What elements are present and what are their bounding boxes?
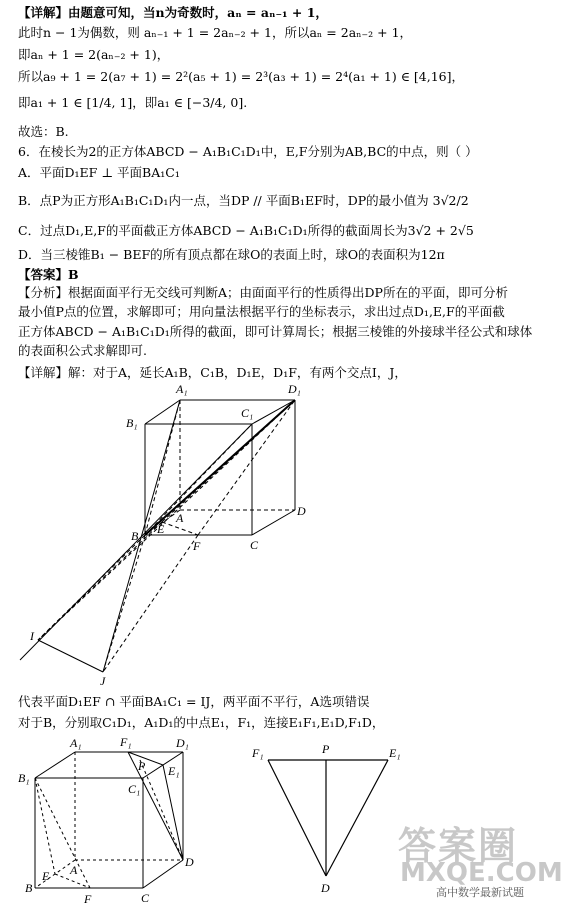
label2-C1: C₁ xyxy=(128,782,141,796)
label-E: E xyxy=(157,522,165,536)
label-I: I xyxy=(30,629,34,643)
label-B: B xyxy=(131,529,139,543)
analysis-2: 最小值P点的位置，求解即可；用向量法根据平行的坐标表示，求出过点D₁,E,F的平面截 xyxy=(18,304,505,319)
label-A1: A₁ xyxy=(176,382,188,396)
label2-B: B xyxy=(25,881,33,895)
text-line-1: 【详解】由题意可知，当n为奇数时，aₙ = aₙ₋₁ + 1， xyxy=(18,5,328,20)
label2-F: F xyxy=(84,892,92,906)
detail-a: 【详解】解：对于A，延长A₁B，C₁B，D₁E，D₁F，有两个交点I，J， xyxy=(18,365,407,380)
analysis-3: 正方体ABCD − A₁B₁C₁D₁所得的截面，即可计算周长；根据三棱锥的外接球半径公式和球体 xyxy=(18,324,533,339)
label-D1: D₁ xyxy=(288,382,301,396)
option-d: D．当三棱锥B₁ − BEF的所有顶点都在球O的表面上时，球O的表面积为12π xyxy=(18,247,445,262)
text-line-6: 故选：B. xyxy=(18,124,69,139)
label2-A: A xyxy=(70,863,78,877)
option-c: C．过点D₁,E,F的平面截正方体ABCD − A₁B₁C₁D₁所得的截面周长为3√2 + 2√5 xyxy=(18,223,474,238)
text-line-4: 所以a₉ + 1 = 2(a₇ + 1) = 2²(a₅ + 1) = 2³(a₃ + 1) = 2⁴(a₁ + 1) ∈ [4,16]， xyxy=(18,69,465,84)
label2-C: C xyxy=(141,891,150,905)
watermark-logo: 答案圈 xyxy=(398,824,519,868)
text-line-3: 即aₙ + 1 = 2(aₙ₋₂ + 1)， xyxy=(18,47,170,62)
text-line-2: 此时n − 1为偶数，则 aₙ₋₁ + 1 = 2aₙ₋₂ + 1，所以aₙ = 2aₙ₋₂ + 1， xyxy=(18,25,413,40)
label-A: A xyxy=(176,511,184,525)
option-a: A．平面D₁EF ⊥ 平面BA₁C₁ xyxy=(18,165,180,180)
label2-F1: F₁ xyxy=(120,735,132,749)
label3-D: D xyxy=(321,881,330,895)
question-stem: 6．在棱长为2的正方体ABCD − A₁B₁C₁D₁中，E,F分别为AB,BC的中点，则（ ） xyxy=(18,144,478,159)
label-F: F xyxy=(193,539,201,553)
label-B1: B₁ xyxy=(126,416,138,430)
analysis-1: 【分析】根据面面平行无交线可判断A；由面面平行的性质得出DP所在的平面，即可分析 xyxy=(18,285,508,300)
label2-E1: E₁ xyxy=(168,764,180,778)
label3-F1: F₁ xyxy=(252,746,264,760)
label2-B1: B₁ xyxy=(18,771,30,785)
label-C: C xyxy=(250,538,259,552)
label-D: D xyxy=(297,504,306,518)
option-b: B．点P为正方形A₁B₁C₁D₁内一点，当DP // 平面B₁EF时，DP的最小值为 3√2/2 xyxy=(18,193,469,208)
label2-P: P xyxy=(138,759,146,773)
watermark-domain: MXQE.COM xyxy=(400,858,563,888)
answer: 【答案】B xyxy=(18,267,79,282)
label2-A1: A₁ xyxy=(70,736,82,750)
watermark-caption: 高中数学最新试题 xyxy=(436,886,524,899)
label3-E1: E₁ xyxy=(389,746,401,760)
detail-b: 对于B，分别取C₁D₁，A₁D₁的中点E₁，F₁，连接E₁F₁,E₁D,F₁D， xyxy=(18,715,385,730)
label2-D1: D₁ xyxy=(176,736,189,750)
label-C1: C₁ xyxy=(241,406,254,420)
label-J: J xyxy=(100,674,106,688)
label2-E: E xyxy=(42,869,50,883)
detail-a-conclusion: 代表平面D₁EF ∩ 平面BA₁C₁ = IJ，两平面不平行，A选项错误 xyxy=(18,694,370,709)
text-line-5: 即a₁ + 1 ∈ [1/4, 1]，即a₁ ∈ [−3/4, 0]. xyxy=(18,95,248,110)
analysis-4: 的表面积公式求解即可. xyxy=(18,343,147,358)
label3-P: P xyxy=(322,742,330,756)
label2-D: D xyxy=(185,855,194,869)
